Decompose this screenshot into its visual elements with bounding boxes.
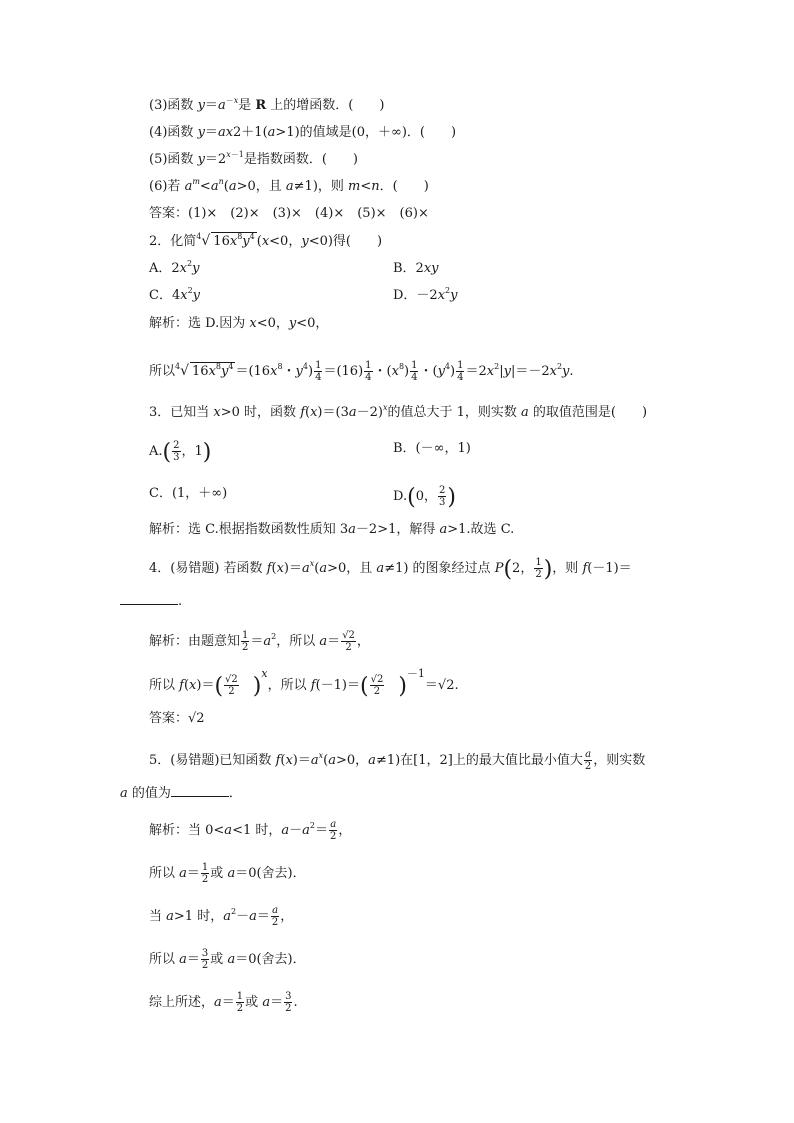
statement-5: (5)函数 $y=2^{x-1}$是指数函数．( ): [149, 150, 358, 167]
answer-blank-5[interactable]: [171, 784, 229, 797]
q5-solution-3: 当 a>1 时，$a^2-a=$ $\frac{a}{2}$ ，: [149, 905, 294, 928]
statement-3: (3)函数 $y=a^{-x}$是 R 上的增函数．( ): [149, 96, 385, 113]
q5-solution-4: 所以 a＝ $\frac{3}{2}$ 或 a＝0(舍去)．: [149, 948, 306, 971]
answer-blank[interactable]: [120, 592, 178, 605]
q2-option-b: B．2xy: [393, 261, 439, 276]
question-5-line-1: 5．(易错题)已知函数 $f(x)=a^x(a>0$，a≠1)在[1，2]上的最大值比最小值大 $\frac{a}{2}$ ，则实数: [149, 749, 646, 772]
q2-solution-1: 解析：选 D.因为 x<0，y<0，: [149, 316, 329, 331]
q3-option-b: B．(－∞，1): [393, 441, 471, 456]
q2-solution-2: 所以$^4$√ $16x^8y^4 =(16x^8$・$y^4$) $\frac{1}{4}$ ＝(16) $\frac{1}{4}$ ・$(x^8)$ $\frac{1}{4}$ ・$(y^4)$ $\frac{1}{4}$ $=2x^2|y|=-2x^2y$.: [149, 360, 574, 383]
q3-option-a: A.( $\frac{2}{3}$ ，1): [149, 440, 212, 465]
q3-option-d: D.(0， $\frac{2}{3}$ ): [393, 485, 456, 510]
q5-solution-5: 综上所述，a＝ $\frac{1}{2}$ 或 a＝ $\frac{3}{2}$ .: [149, 991, 298, 1014]
q5-solution-2: 所以 a＝ $\frac{1}{2}$ 或 a＝0(舍去)．: [149, 862, 306, 885]
question-3: 3．已知当 x>0 时，函数 $f(x)=(3a-2)^x$的值总大于 1，则实数 a 的取值范围是( ): [149, 403, 648, 420]
question-2: 2．化简$^4$√ $16x^8y^4$ (x<0，y<0)得( ): [149, 232, 383, 249]
q3-solution: 解析：选 C.根据指数函数性质知 3a－2>1，解得 a>1.故选 C.: [149, 522, 515, 537]
q4-solution-1: 解析：由题意知 $\frac{1}{2}$ $=a^2$，所以 a＝ $\frac{√2}{2}$ ，: [149, 630, 370, 653]
q4-solution-2: 所以 f(x)＝( $\frac{√2}{2}$ )$^x$，所以 f(－1)＝( $\frac{√2}{2}$ )$^{-1}$＝√2.: [149, 667, 459, 699]
q2-option-d: D．$-2x^2y$: [393, 286, 458, 303]
statement-6: (6)若 $a^m<a^n(a>0$，且 a≠1)，则 m<n．( ): [149, 177, 429, 194]
statement-4: (4)函数 y＝ax2＋1(a>1)的值域是(0，＋∞)．( ): [149, 125, 457, 140]
question-5-line-2: a 的值为 ．: [120, 786, 242, 801]
q4-blank: .: [120, 592, 182, 611]
answer-1: 答案：(1)× (2)× (3)× (4)× (5)× (6)×: [149, 206, 429, 221]
q3-option-c: C．(1，＋∞): [149, 486, 228, 501]
q5-solution-1: 解析：当 0<a<1 时，$a-a^2=$ $\frac{a}{2}$ ，: [149, 819, 352, 842]
q2-option-c: C．$4x^2y$: [149, 286, 201, 303]
q4-answer: 答案：√2: [149, 711, 205, 726]
question-4: 4．(易错题) 若函数 $f(x)=a^x(a>0$，且 a≠1) 的图象经过点 P(2， $\frac{1}{2}$ )，则 f(－1)＝: [149, 557, 632, 582]
q2-option-a: A．$2x^2y$: [149, 259, 200, 276]
